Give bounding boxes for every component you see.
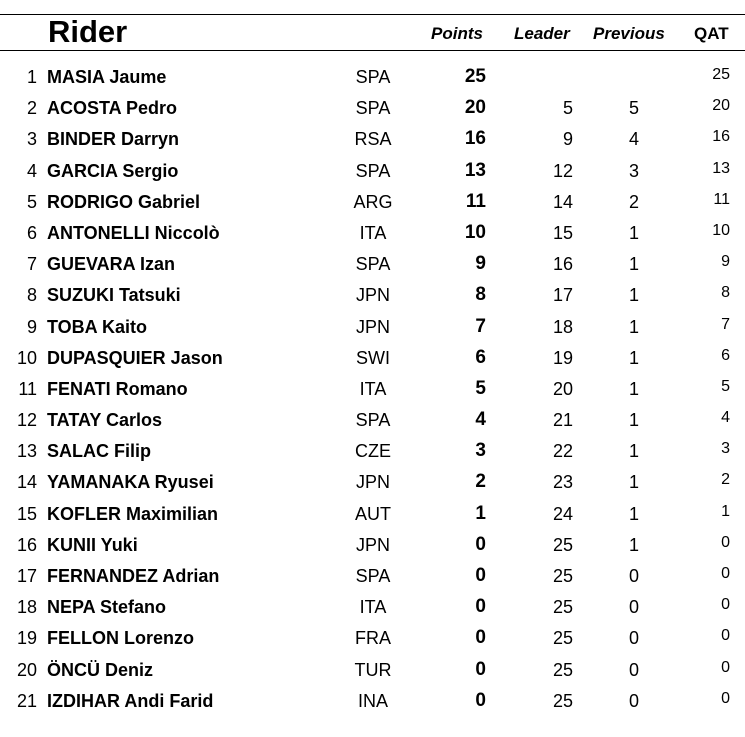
rider-points: 25	[464, 66, 486, 87]
rider-points: 11	[465, 190, 486, 212]
rider-name: FENATI Romano	[47, 378, 188, 399]
rider-qat-points: 6	[721, 346, 730, 364]
rider-name: IZDIHAR Andi Farid	[47, 690, 214, 711]
rider-gap-previous: 0	[628, 628, 639, 649]
rider-gap-previous: 1	[628, 441, 639, 462]
rider-gap-previous: 1	[628, 472, 639, 493]
rider-gap-leader: 14	[552, 191, 573, 212]
rider-position: 9	[26, 316, 37, 337]
rider-qat-points: 11	[713, 190, 730, 208]
rider-gap-previous: 1	[628, 534, 639, 555]
rider-position: 14	[16, 472, 37, 493]
column-header-qat: QAT	[694, 24, 729, 43]
rider-name: ÖNCÜ Deniz	[47, 659, 154, 680]
column-header-points: Points	[431, 24, 483, 43]
rider-position: 21	[16, 690, 37, 711]
table-row	[0, 312, 745, 343]
rider-position: 19	[16, 628, 37, 649]
rider-gap-previous: 1	[628, 378, 639, 399]
rider-gap-leader: 21	[552, 410, 573, 431]
rider-name: DUPASQUIER Jason	[47, 347, 223, 368]
rider-qat-points: 0	[721, 533, 730, 551]
rider-gap-previous: 0	[628, 659, 639, 680]
rider-points: 2	[475, 471, 486, 493]
rider-gap-leader: 25	[552, 534, 573, 555]
rider-nation: RSA	[354, 129, 392, 150]
rider-gap-previous: 5	[628, 98, 639, 119]
rider-position: 7	[26, 254, 37, 275]
rider-name: KOFLER Maximilian	[47, 503, 219, 524]
rider-points: 9	[475, 253, 486, 275]
rider-points: 20	[464, 97, 486, 119]
rider-position: 20	[16, 659, 37, 680]
header-bottom-rule	[0, 50, 745, 51]
rider-points: 8	[475, 284, 486, 306]
rider-gap-leader: 25	[552, 628, 573, 649]
rider-gap-leader: 23	[552, 472, 573, 493]
rider-gap-previous: 1	[628, 316, 639, 337]
rider-gap-leader: 19	[552, 347, 573, 368]
rider-name: FELLON Lorenzo	[47, 628, 194, 649]
rider-nation: SPA	[355, 566, 391, 586]
rider-points: 1	[475, 502, 486, 524]
rider-nation: AUT	[355, 503, 391, 524]
table-row	[0, 62, 745, 93]
rider-points: 7	[475, 315, 486, 337]
table-row	[0, 436, 745, 467]
rider-gap-previous: 1	[628, 503, 639, 524]
rider-qat-points: 0	[721, 689, 730, 707]
rider-gap-previous: 0	[628, 566, 639, 586]
rider-points: 5	[475, 377, 486, 399]
rider-gap-previous: 1	[628, 222, 639, 243]
table-row	[0, 280, 745, 311]
rider-position: 18	[16, 597, 37, 618]
rider-gap-leader: 17	[552, 285, 573, 306]
rider-position: 11	[18, 378, 37, 399]
rider-nation: ITA	[359, 222, 387, 243]
rider-points: 6	[475, 346, 486, 368]
table-title: Rider	[48, 14, 128, 49]
rider-points: 10	[464, 221, 486, 243]
rider-nation: SPA	[355, 160, 391, 181]
rider-nation: JPN	[355, 285, 390, 306]
rider-qat-points: 25	[712, 66, 730, 83]
rider-nation: CZE	[355, 441, 391, 462]
table-row	[0, 467, 745, 498]
rider-qat-points: 20	[712, 97, 730, 115]
rider-position: 2	[26, 98, 37, 119]
rider-nation: ITA	[359, 597, 387, 618]
column-header-leader: Leader	[514, 24, 570, 43]
rider-name: BINDER Darryn	[47, 129, 180, 150]
rider-gap-leader: 18	[552, 316, 573, 337]
rider-nation: SPA	[355, 67, 391, 87]
rider-gap-leader: 25	[552, 690, 573, 711]
table-row	[0, 405, 745, 436]
rider-points: 0	[475, 533, 486, 555]
rider-gap-leader: 24	[552, 503, 573, 524]
table-row	[0, 592, 745, 623]
table-row	[0, 561, 745, 592]
rider-qat-points: 0	[721, 627, 730, 645]
rider-position: 1	[26, 67, 37, 87]
rider-qat-points: 2	[721, 471, 730, 489]
rider-qat-points: 9	[721, 253, 730, 271]
table-row	[0, 249, 745, 280]
rider-gap-previous: 1	[628, 347, 639, 368]
rider-name: TOBA Kaito	[47, 316, 148, 337]
table-row	[0, 374, 745, 405]
rider-position: 16	[16, 534, 37, 555]
rider-qat-points: 3	[721, 440, 730, 458]
rider-gap-previous: 2	[628, 191, 639, 212]
rider-name: KUNII Yuki	[47, 534, 138, 555]
rider-gap-leader: 5	[562, 98, 573, 119]
rider-nation: INA	[357, 690, 388, 711]
rider-gap-leader: 25	[552, 597, 573, 618]
rider-points: 0	[475, 689, 486, 711]
rider-points: 0	[475, 596, 486, 618]
rider-position: 12	[16, 410, 37, 431]
rider-position: 6	[26, 222, 37, 243]
rider-name: NEPA Stefano	[47, 597, 167, 618]
rider-nation: SWI	[356, 347, 390, 368]
rider-qat-points: 0	[721, 658, 730, 676]
rider-points: 16	[464, 128, 486, 150]
rider-position: 4	[26, 160, 37, 181]
rider-gap-leader: 16	[552, 254, 573, 275]
rider-qat-points: 0	[721, 596, 730, 614]
rider-position: 5	[26, 191, 37, 212]
table-row	[0, 623, 745, 654]
rider-name: ACOSTA Pedro	[47, 98, 178, 119]
rider-nation: JPN	[355, 316, 390, 337]
rider-qat-points: 7	[721, 315, 730, 333]
rider-gap-leader: 15	[552, 222, 573, 243]
rider-points: 13	[464, 159, 486, 181]
rider-gap-leader: 12	[552, 160, 573, 181]
rider-nation: ITA	[359, 378, 387, 399]
table-row	[0, 499, 745, 530]
rider-gap-leader: 25	[552, 659, 573, 680]
rider-name: ANTONELLI Niccolò	[47, 222, 220, 243]
rider-nation: ARG	[353, 191, 393, 212]
rider-gap-leader: 25	[552, 566, 573, 586]
rider-name: SALAC Filip	[47, 441, 151, 462]
rider-name: YAMANAKA Ryusei	[47, 472, 214, 493]
rider-gap-previous: 1	[628, 254, 639, 275]
rider-position: 10	[16, 347, 37, 368]
table-row	[0, 218, 745, 249]
rider-position: 15	[16, 503, 37, 524]
table-row	[0, 187, 745, 218]
rider-nation: JPN	[355, 534, 390, 555]
table-row	[0, 156, 745, 187]
rider-qat-points: 10	[712, 221, 730, 239]
table-row	[0, 530, 745, 561]
rider-gap-previous: 3	[628, 160, 639, 181]
table-row	[0, 655, 745, 686]
rider-points: 0	[475, 565, 486, 586]
rider-points: 4	[475, 409, 486, 431]
rider-position: 13	[16, 441, 37, 462]
rider-name: GUEVARA Izan	[47, 254, 176, 275]
rider-position: 17	[16, 566, 37, 586]
rider-qat-points: 0	[721, 565, 730, 582]
rider-points: 3	[475, 440, 486, 462]
rider-nation: TUR	[354, 659, 392, 680]
rider-nation: SPA	[355, 98, 391, 119]
rider-position: 8	[26, 285, 37, 306]
rider-gap-leader: 20	[552, 378, 573, 399]
rider-gap-previous: 1	[628, 410, 639, 431]
rider-qat-points: 4	[721, 409, 730, 427]
rider-name: SUZUKI Tatsuki	[47, 285, 181, 306]
table-row	[0, 124, 745, 155]
table-row	[0, 686, 745, 717]
rider-gap-previous: 0	[628, 597, 639, 618]
rider-qat-points: 5	[721, 377, 730, 395]
rider-name: TATAY Carlos	[47, 410, 163, 431]
rider-nation: SPA	[355, 410, 391, 431]
table-row	[0, 343, 745, 374]
standings-table	[0, 62, 745, 717]
rider-nation: JPN	[355, 472, 390, 493]
rider-qat-points: 8	[721, 284, 730, 302]
rider-name: FERNANDEZ Adrian	[47, 566, 220, 586]
rider-nation: FRA	[355, 628, 391, 649]
column-header-previous: Previous	[593, 24, 665, 43]
rider-points: 0	[475, 627, 486, 649]
rider-nation: SPA	[355, 254, 391, 275]
rider-gap-previous: 1	[628, 285, 639, 306]
rider-gap-previous: 0	[628, 690, 639, 711]
rider-qat-points: 16	[712, 128, 730, 146]
rider-name: MASIA Jaume	[47, 67, 167, 87]
rider-points: 0	[475, 658, 486, 680]
rider-gap-leader: 9	[562, 129, 573, 150]
rider-gap-leader: 22	[552, 441, 573, 462]
rider-name: RODRIGO Gabriel	[47, 191, 201, 212]
rider-qat-points: 1	[721, 502, 730, 520]
table-row	[0, 93, 745, 124]
rider-qat-points: 13	[712, 159, 730, 177]
rider-position: 3	[26, 129, 37, 150]
rider-gap-previous: 4	[628, 129, 639, 150]
rider-name: GARCIA Sergio	[47, 160, 179, 181]
